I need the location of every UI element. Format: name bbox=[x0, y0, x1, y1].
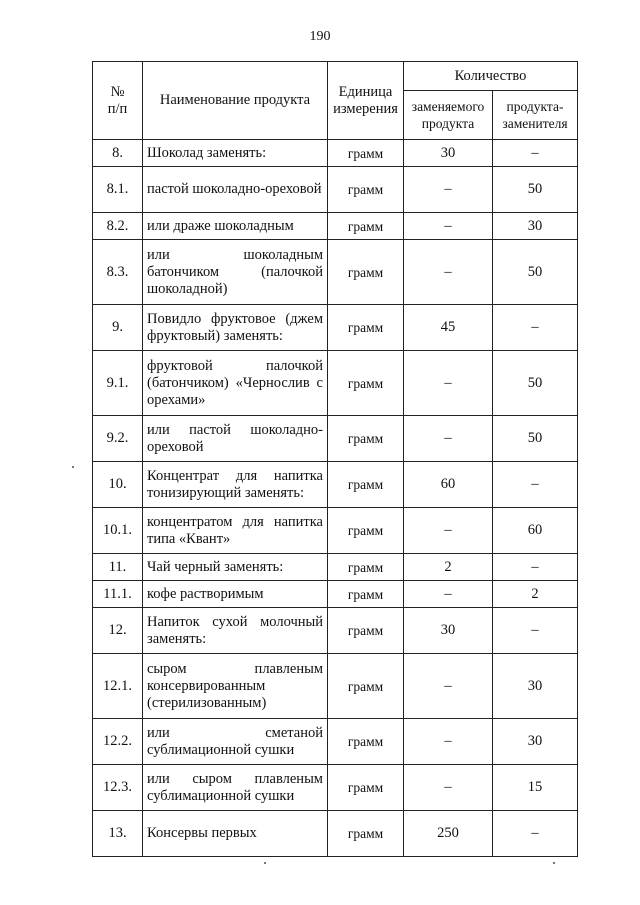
unit-of-measure: грамм bbox=[328, 351, 404, 416]
row-number: 8.2. bbox=[93, 213, 143, 240]
unit-of-measure: грамм bbox=[328, 213, 404, 240]
header-replaced: заменяемого продукта bbox=[404, 91, 493, 140]
row-number: 12.2. bbox=[93, 719, 143, 765]
replaced-quantity: 30 bbox=[404, 140, 493, 167]
substitute-quantity: – bbox=[493, 608, 578, 654]
table-row bbox=[93, 213, 578, 240]
table-row bbox=[93, 508, 578, 554]
row-number: 9.1. bbox=[93, 351, 143, 416]
product-name: сыром плавленым консервированным (стерилизованным) bbox=[143, 654, 328, 719]
row-number: 12.3. bbox=[93, 765, 143, 811]
substitution-table bbox=[92, 61, 578, 857]
substitute-quantity: 50 bbox=[493, 167, 578, 213]
replaced-quantity: 45 bbox=[404, 305, 493, 351]
page-number: 190 bbox=[309, 29, 331, 44]
header-num: № п/п bbox=[93, 62, 143, 140]
product-name: фруктовой палочкой (батончиком) «Чернослив с орехами» bbox=[143, 351, 328, 416]
replaced-quantity: – bbox=[404, 654, 493, 719]
replaced-quantity: 30 bbox=[404, 608, 493, 654]
replaced-quantity: – bbox=[404, 508, 493, 554]
table-row bbox=[93, 654, 578, 719]
table-row bbox=[93, 581, 578, 608]
substitute-quantity: 30 bbox=[493, 213, 578, 240]
product-name: концентратом для напитка типа «Квант» bbox=[143, 508, 328, 554]
substitute-quantity: – bbox=[493, 811, 578, 857]
substitute-quantity: 50 bbox=[493, 416, 578, 462]
scan-mark bbox=[264, 862, 266, 864]
table-row bbox=[93, 608, 578, 654]
unit-of-measure: грамм bbox=[328, 554, 404, 581]
product-name: или сметаной сублимационной сушки bbox=[143, 719, 328, 765]
substitute-quantity: – bbox=[493, 554, 578, 581]
row-number: 8.3. bbox=[93, 240, 143, 305]
product-name: кофе растворимым bbox=[143, 581, 328, 608]
unit-of-measure: грамм bbox=[328, 581, 404, 608]
row-number: 9. bbox=[93, 305, 143, 351]
row-number: 12.1. bbox=[93, 654, 143, 719]
replaced-quantity: – bbox=[404, 719, 493, 765]
unit-of-measure: грамм bbox=[328, 811, 404, 857]
replaced-quantity: – bbox=[404, 416, 493, 462]
replaced-quantity: – bbox=[404, 240, 493, 305]
replaced-quantity: 2 bbox=[404, 554, 493, 581]
header-substitute: продукта-заменителя bbox=[493, 91, 578, 140]
replaced-quantity: – bbox=[404, 581, 493, 608]
row-number: 10.1. bbox=[93, 508, 143, 554]
table-row bbox=[93, 167, 578, 213]
unit-of-measure: грамм bbox=[328, 508, 404, 554]
product-name: Концентрат для напитка тонизирующий заменять: bbox=[143, 462, 328, 508]
replaced-quantity: – bbox=[404, 167, 493, 213]
product-name: Напиток сухой молочный заменять: bbox=[143, 608, 328, 654]
product-name: Консервы первых bbox=[143, 811, 328, 857]
unit-of-measure: грамм bbox=[328, 240, 404, 305]
substitute-quantity: 2 bbox=[493, 581, 578, 608]
table-row bbox=[93, 554, 578, 581]
unit-of-measure: грамм bbox=[328, 608, 404, 654]
replaced-quantity: – bbox=[404, 213, 493, 240]
header-quantity: Количество bbox=[404, 62, 578, 91]
substitute-quantity: 30 bbox=[493, 654, 578, 719]
table-row bbox=[93, 416, 578, 462]
row-number: 9.2. bbox=[93, 416, 143, 462]
product-name: или сыром плавленым сублимационной сушки bbox=[143, 765, 328, 811]
unit-of-measure: грамм bbox=[328, 416, 404, 462]
table-row bbox=[93, 140, 578, 167]
substitute-quantity: 60 bbox=[493, 508, 578, 554]
product-name: Повидло фруктовое (джем фруктовый) заменять: bbox=[143, 305, 328, 351]
substitute-quantity: 30 bbox=[493, 719, 578, 765]
product-name: Чай черный заменять: bbox=[143, 554, 328, 581]
unit-of-measure: грамм bbox=[328, 305, 404, 351]
product-name: или шоколадным батончиком (палочкой шоколадной) bbox=[143, 240, 328, 305]
unit-of-measure: грамм bbox=[328, 167, 404, 213]
product-name: или пастой шоколадно-ореховой bbox=[143, 416, 328, 462]
row-number: 13. bbox=[93, 811, 143, 857]
row-number: 10. bbox=[93, 462, 143, 508]
substitute-quantity: – bbox=[493, 140, 578, 167]
table-row bbox=[93, 305, 578, 351]
row-number: 8. bbox=[93, 140, 143, 167]
row-number: 12. bbox=[93, 608, 143, 654]
table-row bbox=[93, 462, 578, 508]
unit-of-measure: грамм bbox=[328, 140, 404, 167]
row-number: 11. bbox=[93, 554, 143, 581]
header-unit: Единица измерения bbox=[328, 62, 404, 140]
substitute-quantity: 50 bbox=[493, 351, 578, 416]
substitute-quantity: 15 bbox=[493, 765, 578, 811]
scan-mark bbox=[553, 862, 555, 864]
scan-mark bbox=[72, 466, 74, 468]
table-row bbox=[93, 351, 578, 416]
row-number: 8.1. bbox=[93, 167, 143, 213]
product-name: или драже шоколадным bbox=[143, 213, 328, 240]
substitute-quantity: – bbox=[493, 462, 578, 508]
table-body bbox=[93, 140, 578, 857]
replaced-quantity: 60 bbox=[404, 462, 493, 508]
unit-of-measure: грамм bbox=[328, 654, 404, 719]
table-row bbox=[93, 811, 578, 857]
row-number: 11.1. bbox=[93, 581, 143, 608]
unit-of-measure: грамм bbox=[328, 462, 404, 508]
unit-of-measure: грамм bbox=[328, 719, 404, 765]
product-name: пастой шоколадно-ореховой bbox=[143, 167, 328, 213]
unit-of-measure: грамм bbox=[328, 765, 404, 811]
table-row bbox=[93, 240, 578, 305]
replaced-quantity: – bbox=[404, 765, 493, 811]
replaced-quantity: 250 bbox=[404, 811, 493, 857]
table-row bbox=[93, 765, 578, 811]
substitute-quantity: – bbox=[493, 305, 578, 351]
substitute-quantity: 50 bbox=[493, 240, 578, 305]
product-name: Шоколад заменять: bbox=[143, 140, 328, 167]
header-name: Наименование продукта bbox=[143, 62, 328, 140]
table-row bbox=[93, 719, 578, 765]
replaced-quantity: – bbox=[404, 351, 493, 416]
